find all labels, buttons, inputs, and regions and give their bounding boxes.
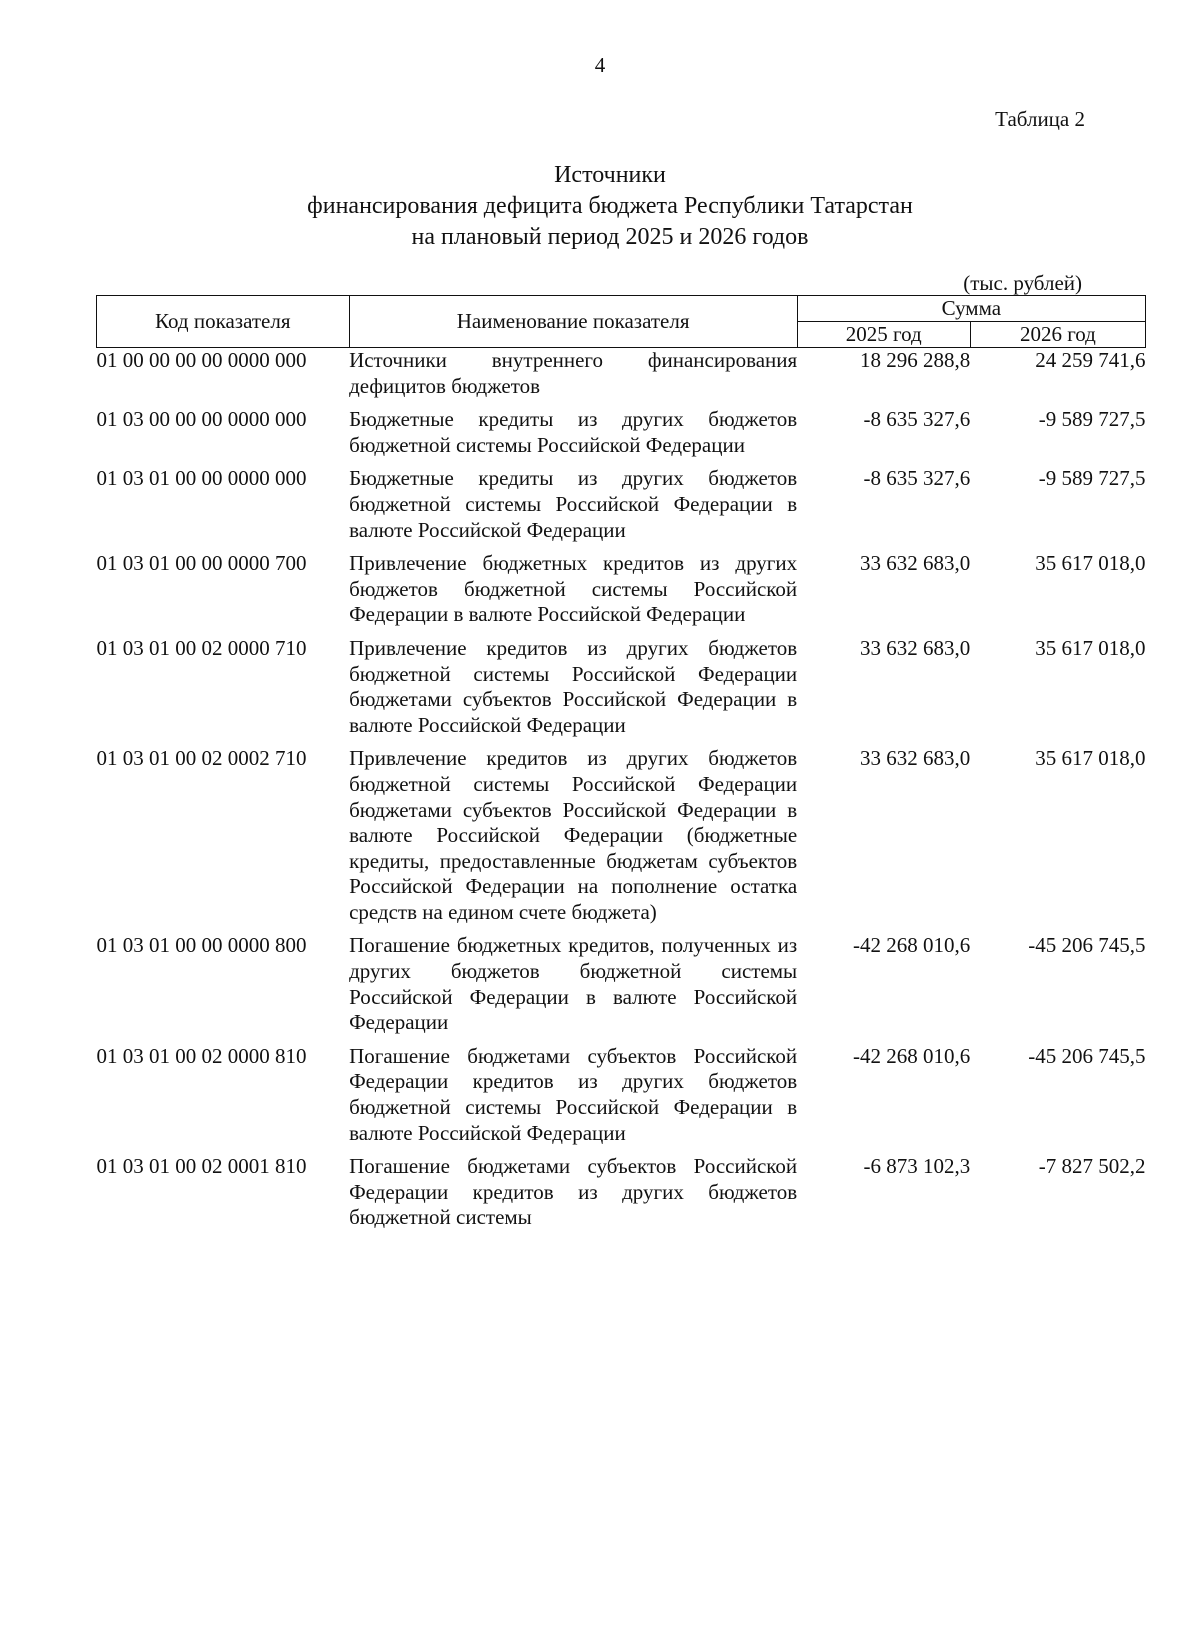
header-year-2026: 2026 год <box>970 322 1145 348</box>
table-header <box>97 296 1146 348</box>
row-name: Источники внутреннего финансирования дефицитов бюджетов <box>349 348 798 398</box>
table-row <box>97 1154 1146 1239</box>
row-value-2025: 33 632 683,0 <box>860 635 971 660</box>
header-code: Код показателя <box>97 296 350 348</box>
row-value-2026: -9 589 727,5 <box>1038 407 1146 432</box>
row-code: 01 00 00 00 00 0000 000 <box>96 348 307 372</box>
row-value-2026: 35 617 018,0 <box>1035 635 1146 660</box>
title-line-1: Источники <box>554 162 666 188</box>
table-row <box>97 636 1146 746</box>
row-value-2025: -8 635 327,6 <box>863 407 971 432</box>
table-label: Таблица 2 <box>995 107 1085 131</box>
row-value-2025: 33 632 683,0 <box>860 746 971 771</box>
row-name: Погашение бюджетных кредитов, полученных из других бюджетов бюджетной системы Российской Федерации в валюте Российской Федерации <box>349 933 798 1035</box>
row-value-2025: -8 635 327,6 <box>863 466 971 491</box>
table-row <box>97 746 1146 933</box>
row-code: 01 03 01 00 00 0000 700 <box>96 551 307 576</box>
table-row <box>97 933 1146 1043</box>
row-value-2026: -7 827 502,2 <box>1038 1154 1146 1179</box>
row-code: 01 03 01 00 02 0000 810 <box>96 1043 307 1068</box>
table-body <box>97 348 1146 1240</box>
table-row <box>97 466 1146 551</box>
header-sum: Сумма <box>797 296 1145 322</box>
row-name: Погашение бюджетами субъектов Российской Федерации кредитов из других бюджетов бюджетной системы <box>349 1154 798 1230</box>
sources-table <box>96 295 1146 1239</box>
row-code: 01 03 01 00 00 0000 800 <box>96 933 307 958</box>
table-row <box>97 407 1146 466</box>
row-value-2026: -9 589 727,5 <box>1038 466 1146 491</box>
table-row <box>97 1044 1146 1154</box>
row-name: Привлечение кредитов из других бюджетов бюджетной системы Российской Федерации бюджетами субъектов Российской Федерации в валюте Российской Федерации <box>349 635 798 737</box>
title-line-2: финансирования дефицита бюджета Республики Татарстан <box>307 193 913 219</box>
row-code: 01 03 01 00 02 0002 710 <box>96 746 307 771</box>
table-row <box>97 348 1146 408</box>
row-code: 01 03 01 00 02 0001 810 <box>96 1154 307 1179</box>
title-line-3: на плановый период 2025 и 2026 годов <box>411 224 809 250</box>
header-name: Наименование показателя <box>349 296 797 348</box>
document-title <box>0 160 1200 253</box>
row-value-2025: 18 296 288,8 <box>860 348 971 372</box>
row-value-2025: -42 268 010,6 <box>853 1043 971 1068</box>
row-name: Бюджетные кредиты из других бюджетов бюджетной системы Российской Федерации <box>349 407 798 457</box>
row-name: Привлечение кредитов из других бюджетов бюджетной системы Российской Федерации бюджетами субъектов Российской Федерации в валюте Российской Федерации (бюджетные кредиты, предоставленные бюджетам субъектов Российской Федерации на пополнение остатка средств на едином счете бюджета) <box>349 746 798 924</box>
row-name: Погашение бюджетами субъектов Российской Федерации кредитов из других бюджетов бюджетной системы Российской Федерации в валюте Российской Федерации <box>349 1043 798 1145</box>
row-value-2026: 35 617 018,0 <box>1035 551 1146 576</box>
row-code: 01 03 01 00 02 0000 710 <box>96 635 307 660</box>
units-label: (тыс. рублей) <box>963 271 1082 295</box>
row-code: 01 03 00 00 00 0000 000 <box>96 407 307 432</box>
row-value-2026: -45 206 745,5 <box>1028 1043 1146 1068</box>
row-value-2025: 33 632 683,0 <box>860 551 971 576</box>
row-value-2026: 24 259 741,6 <box>1035 348 1146 372</box>
row-value-2026: 35 617 018,0 <box>1035 746 1146 771</box>
table-row <box>97 551 1146 636</box>
row-value-2026: -45 206 745,5 <box>1028 933 1146 958</box>
page-number: 4 <box>594 53 606 77</box>
row-value-2025: -6 873 102,3 <box>863 1154 971 1179</box>
row-name: Привлечение бюджетных кредитов из других бюджетов бюджетной системы Российской Федерации в валюте Российской Федерации <box>349 551 798 627</box>
header-year-2025: 2025 год <box>797 322 970 348</box>
row-value-2025: -42 268 010,6 <box>853 933 971 958</box>
row-code: 01 03 01 00 00 0000 000 <box>96 466 307 491</box>
row-name: Бюджетные кредиты из других бюджетов бюджетной системы Российской Федерации в валюте Российской Федерации <box>349 466 798 542</box>
